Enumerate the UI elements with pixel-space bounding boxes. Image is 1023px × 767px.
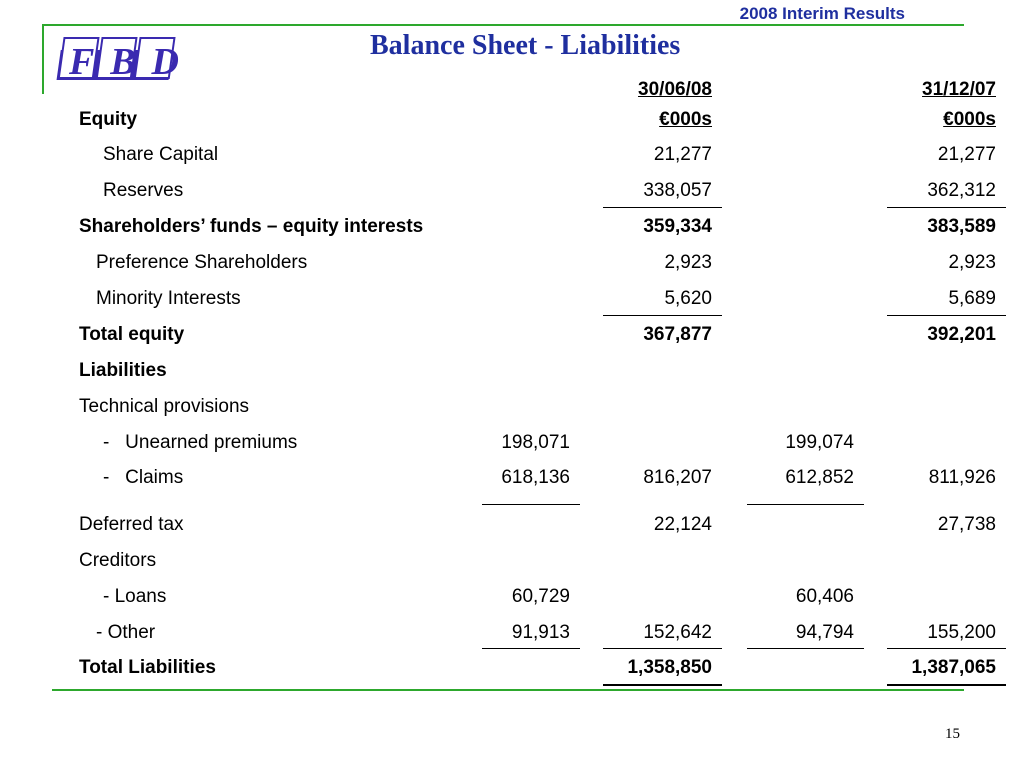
total-liabilities-label: Total Liabilities: [79, 657, 216, 678]
other-2008-detail: 91,913: [511, 622, 570, 643]
subtotal-rule: [603, 315, 722, 316]
footer-rule: [52, 689, 964, 691]
shareholders-funds-2007: 383,589: [927, 216, 996, 237]
unearned-premiums-label: - Unearned premiums: [103, 432, 298, 453]
equity-heading: Equity: [79, 109, 138, 130]
claims-2008-total: 816,207: [643, 467, 712, 488]
subtotal-rule: [482, 648, 580, 649]
reserves-2008: 338,057: [643, 180, 712, 201]
other-2008-total: 152,642: [643, 622, 712, 643]
subtotal-rule: [747, 504, 864, 505]
share-capital-2008: 21,277: [653, 144, 712, 165]
fbd-logo: [53, 34, 183, 90]
deferred-tax-2007: 27,738: [937, 514, 996, 535]
page-title: Balance Sheet - Liabilities: [370, 30, 681, 61]
subtotal-rule: [887, 207, 1006, 208]
column-unit-1: €000s: [659, 109, 712, 130]
liabilities-heading: Liabilities: [79, 360, 167, 381]
loans-2008-detail: 60,729: [511, 586, 570, 607]
total-rule: [603, 684, 722, 686]
subtotal-rule: [482, 504, 580, 505]
header-left-rule: [42, 24, 44, 94]
preference-2008: 2,923: [664, 252, 712, 273]
unearned-premiums-2008-detail: 198,071: [501, 432, 570, 453]
deferred-tax-label: Deferred tax: [79, 514, 184, 535]
reserves-2007: 362,312: [927, 180, 996, 201]
column-date-1: 30/06/08: [638, 79, 712, 100]
total-equity-label: Total equity: [79, 324, 185, 345]
other-2007-detail: 94,794: [795, 622, 854, 643]
creditors-label: Creditors: [79, 550, 157, 571]
loans-label: - Loans: [103, 586, 167, 607]
deferred-tax-2008: 22,124: [653, 514, 712, 535]
share-capital-2007: 21,277: [937, 144, 996, 165]
page-number: 15: [945, 726, 960, 742]
total-liabilities-2007: 1,387,065: [911, 657, 996, 678]
minority-2008: 5,620: [664, 288, 712, 309]
total-equity-2007: 392,201: [927, 324, 996, 345]
total-equity-2008: 367,877: [643, 324, 712, 345]
subtotal-rule: [747, 648, 864, 649]
claims-label: - Claims: [103, 467, 184, 488]
subtotal-rule: [603, 207, 722, 208]
header-rule: [42, 24, 964, 26]
preference-2007: 2,923: [948, 252, 996, 273]
unearned-premiums-2007-detail: 199,074: [785, 432, 854, 453]
column-date-2: 31/12/07: [922, 79, 996, 100]
subtotal-rule: [603, 648, 722, 649]
claims-2008-detail: 618,136: [501, 467, 570, 488]
minority-2007: 5,689: [948, 288, 996, 309]
shareholders-funds-label: Shareholders’ funds – equity interests: [79, 216, 424, 237]
svg-text:FBD: FBD: [69, 41, 179, 83]
technical-provisions-label: Technical provisions: [79, 396, 250, 417]
column-unit-2: €000s: [943, 109, 996, 130]
minority-label: Minority Interests: [96, 288, 241, 309]
other-2007-total: 155,200: [927, 622, 996, 643]
claims-2007-total: 811,926: [928, 467, 996, 488]
claims-2007-detail: 612,852: [785, 467, 854, 488]
shareholders-funds-2008: 359,334: [643, 216, 712, 237]
share-capital-label: Share Capital: [103, 144, 219, 165]
other-label: - Other: [96, 622, 156, 643]
preference-label: Preference Shareholders: [96, 252, 308, 273]
subtotal-rule: [887, 315, 1006, 316]
report-label: 2008 Interim Results: [739, 4, 905, 23]
subtotal-rule: [887, 648, 1006, 649]
loans-2007-detail: 60,406: [795, 586, 854, 607]
reserves-label: Reserves: [103, 180, 184, 201]
total-liabilities-2008: 1,358,850: [627, 657, 712, 678]
total-rule: [887, 684, 1006, 686]
